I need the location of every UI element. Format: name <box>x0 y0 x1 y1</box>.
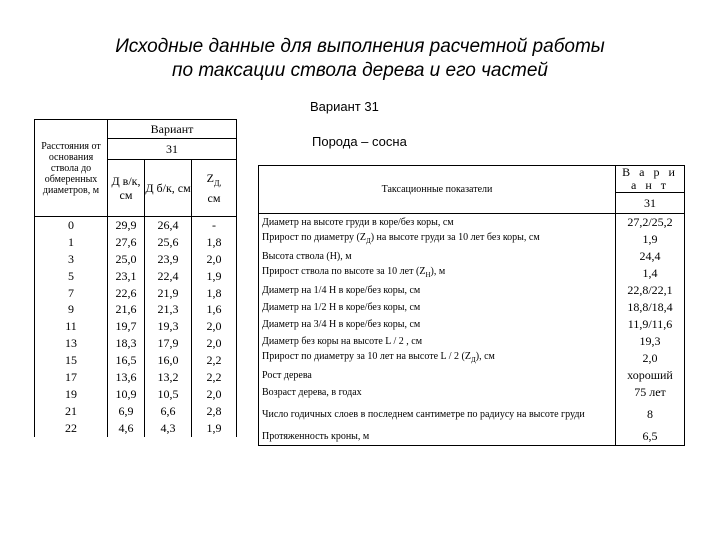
dvk-value: 21,6 <box>115 302 137 317</box>
indicator-label: Диаметр без коры на высоте L / 2 , см <box>259 333 616 350</box>
indicator-label: Прирост ствола по высоте за 10 лет $(Z_H)$, м <box>259 265 616 282</box>
distance-column <box>35 217 108 437</box>
indicator-value: 24,4 <box>616 248 685 265</box>
indicator-label: Диаметр на 1/4 H в коре/без коры, см <box>259 282 616 299</box>
z-value: 2,0 <box>206 336 222 351</box>
dvk-value: 13,6 <box>115 370 137 385</box>
diameters-table <box>34 119 237 437</box>
indicator-label: Диаметр на 1/2 H в коре/без коры, см <box>259 299 616 316</box>
dbk-value: 26,4 <box>157 218 179 232</box>
z-value: - <box>212 218 216 232</box>
z-value: 2,2 <box>206 353 222 368</box>
dvk-value: 16,5 <box>115 353 137 368</box>
indicator-label: Рост дерева <box>259 367 616 384</box>
dbk-column <box>145 217 192 437</box>
indicator-value: 2,0 <box>616 350 685 367</box>
dvk-value: 19,7 <box>115 319 137 334</box>
dbk-value: 13,2 <box>157 370 179 385</box>
variant-number-header: 31 <box>616 193 685 214</box>
z-value: 2,2 <box>206 370 222 385</box>
indicator-value: хороший <box>616 367 685 384</box>
dbk-value: 21,9 <box>157 285 179 300</box>
taxation-table <box>258 165 685 446</box>
indicator-label: Протяженность кроны, м <box>259 427 616 446</box>
dbk-value: 6,6 <box>160 403 176 418</box>
z-value: 2,0 <box>206 386 222 401</box>
indicator-value: 27,2/25,2 <box>616 214 685 232</box>
indicator-value: 18,8/18,4 <box>616 299 685 316</box>
dbk-value: 23,9 <box>157 251 179 266</box>
dvk-value: 22,6 <box>115 285 137 300</box>
z-column-header: $Z_{Д,}$ см <box>192 160 237 217</box>
dbk-value: 19,3 <box>157 319 179 334</box>
indicator-label: Диаметр на высоте груди в коре/без коры, см <box>259 214 616 232</box>
z-value: 1,9 <box>206 420 222 435</box>
dbk-value: 21,3 <box>157 302 179 317</box>
dvk-value: 10,9 <box>115 386 137 401</box>
dbk-value: 17,9 <box>157 336 179 351</box>
dvk-value: 23,1 <box>115 268 137 283</box>
variant-label: Вариант 31 <box>310 99 379 114</box>
distance-value: 21 <box>65 403 77 418</box>
dvk-value: 18,3 <box>115 336 137 351</box>
z-value: 1,6 <box>206 302 222 317</box>
document-title-line2: по таксации ствола дерева и его частей <box>172 60 548 81</box>
dvk-value: 4,6 <box>118 420 134 435</box>
dbk-value: 22,4 <box>157 268 179 283</box>
variant-header: Вариант <box>108 120 237 139</box>
dbk-value: 10,5 <box>157 386 179 401</box>
z-value: 1,9 <box>206 268 222 283</box>
indicator-value: 22,8/22,1 <box>616 282 685 299</box>
variant-number-header: 31 <box>108 139 237 160</box>
indicator-value: 1,9 <box>616 231 685 248</box>
indicator-label: Возраст дерева, в годах <box>259 384 616 401</box>
document-title-line1: Исходные данные для выполнения расчетной работы <box>115 36 605 57</box>
indicator-label: Прирост по диаметру за 10 лет на высоте L / 2 $(Z_Д)$, см <box>259 350 616 367</box>
z-column <box>192 217 237 437</box>
distance-value: 0 <box>68 218 74 232</box>
dbk-column-header: Д б/к, см <box>145 160 192 217</box>
indicators-header: Таксационные показатели <box>259 166 616 214</box>
species-label: Порода – сосна <box>312 134 407 149</box>
distance-column-header: Расстояния от основания ствола до обмеренных диаметров, м <box>35 120 108 217</box>
z-value: 1,8 <box>206 234 222 249</box>
z-value: 2,8 <box>206 403 222 418</box>
distance-value: 9 <box>68 302 74 317</box>
z-value: 2,0 <box>206 251 222 266</box>
dvk-value: 25,0 <box>115 251 137 266</box>
z-value: 2,0 <box>206 319 222 334</box>
dvk-column-header: Д в/к, см <box>108 160 145 217</box>
indicator-label: Диаметр на 3/4 H в коре/без коры, см <box>259 316 616 333</box>
indicator-label: Число годичных слоев в последнем сантиметре по радиусу на высоте груди <box>259 401 616 427</box>
dvk-value: 6,9 <box>118 403 134 418</box>
distance-value: 15 <box>65 353 77 368</box>
distance-value: 22 <box>65 420 77 435</box>
dbk-value: 16,0 <box>157 353 179 368</box>
indicator-value: 1,4 <box>616 265 685 282</box>
dvk-value: 27,6 <box>115 234 137 249</box>
dbk-value: 4,3 <box>160 420 176 435</box>
distance-value: 5 <box>68 268 74 283</box>
indicator-value: 19,3 <box>616 333 685 350</box>
dvk-column <box>108 217 145 437</box>
distance-value: 19 <box>65 386 77 401</box>
variant-header: В а р и а н т <box>616 166 685 193</box>
distance-value: 7 <box>68 285 74 300</box>
distance-value: 3 <box>68 251 74 266</box>
dbk-value: 25,6 <box>157 234 179 249</box>
indicator-value: 6,5 <box>616 427 685 446</box>
indicator-label: Прирост по диаметру $(Z_Д)$ на высоте груди за 10 лет без коры, см <box>259 231 616 248</box>
distance-value: 13 <box>65 336 77 351</box>
distance-value: 17 <box>65 370 77 385</box>
z-value: 1,8 <box>206 285 222 300</box>
indicator-value: 75 лет <box>616 384 685 401</box>
distance-value: 11 <box>65 319 77 334</box>
indicator-label: Высота ствола (H), м <box>259 248 616 265</box>
distance-value: 1 <box>68 234 74 249</box>
indicator-value: 8 <box>616 401 685 427</box>
dvk-value: 29,9 <box>115 218 137 232</box>
indicator-value: 11,9/11,6 <box>616 316 685 333</box>
